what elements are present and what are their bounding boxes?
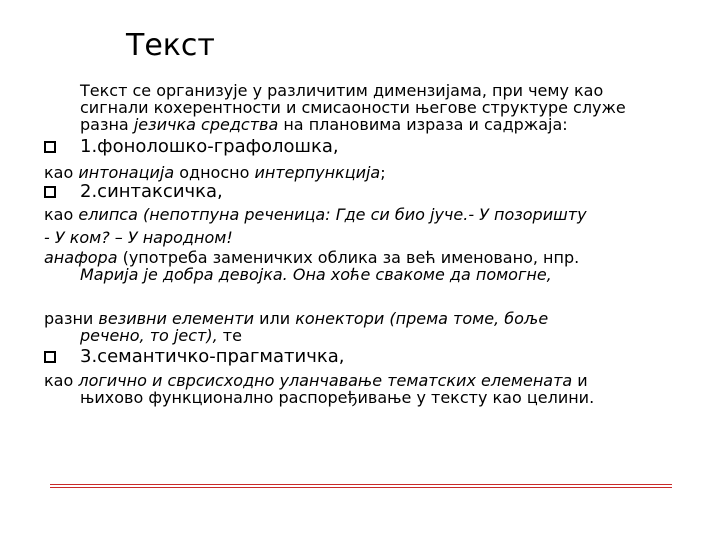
item2-cohesive-elements: везивни елементи: [98, 309, 254, 328]
item1-desc-start: као: [44, 163, 79, 182]
item2-line-4: [80, 266, 552, 283]
item2-line-1-start: као: [44, 205, 79, 224]
item1-punctuation: интерпункција: [254, 163, 381, 182]
item2-ellipsis-example: елипса (непотпуна реченица: Где си био јуче.- У позоришту: [78, 205, 587, 224]
item2-line-2: [44, 229, 233, 246]
intro-line-3: [80, 116, 568, 133]
item2-line-5-middle: или: [253, 309, 296, 328]
item2-line-1: [44, 206, 587, 223]
intro-line-3-start: разна: [80, 115, 134, 134]
slide-title: Текст: [126, 28, 215, 63]
divider-line: [50, 487, 672, 488]
item2-line-4-text: Марија је добра девојка. Она хоће свакоме да помогне,: [80, 265, 552, 284]
item3-line-1-start: као: [44, 371, 79, 390]
item3-line-2: њихово функционално распоређивање у тексту као целини.: [80, 388, 595, 407]
item1-description: [44, 164, 386, 181]
item2-line-3-end: (употреба заменичких облика за већ именовано, нпр.: [117, 248, 580, 267]
item2-heading: 2.синтаксичка,: [80, 181, 223, 202]
item2-line-3: [44, 249, 579, 266]
item2-line-6-end: те: [217, 326, 242, 345]
item3-line-1-end: и: [572, 371, 588, 390]
item1-heading: 1.фонолошко-графолошка,: [80, 136, 339, 157]
item2-line-5-start: разни: [44, 309, 99, 328]
item2-line-6: [80, 327, 242, 344]
item3-chaining: логично и сврсисходно уланчавање тематских елемената: [78, 371, 573, 390]
item2-anaphora: анафора: [44, 248, 118, 267]
item1-desc-middle: односно: [174, 163, 255, 182]
bullet-square-icon: [44, 186, 56, 198]
item2-connectors: конектори (према томе, боље: [295, 309, 549, 328]
divider-line: [50, 484, 672, 485]
item3-heading: 3.семантичко-прагматичка,: [80, 346, 345, 367]
intro-language-means: језичка средства: [133, 115, 279, 134]
bullet-square-icon: [44, 141, 56, 153]
intro-line-2: сигнали кохерентности и смисаоности његове структуре служе: [80, 98, 626, 117]
intro-line-1: Текст се организује у различитим димензијама, при чему као: [80, 81, 604, 100]
item1-desc-end: ;: [380, 163, 386, 182]
item2-line-5: [44, 310, 548, 327]
item1-intonation: интонација: [78, 163, 175, 182]
bullet-square-icon: [44, 351, 56, 363]
item2-line-6-text: речено, то јест),: [80, 326, 218, 345]
item2-line-2-text: - У ком? – У народном!: [44, 228, 233, 247]
intro-line-3-end: на плановима израза и садржаја:: [278, 115, 568, 134]
item3-line-1: [44, 372, 588, 389]
